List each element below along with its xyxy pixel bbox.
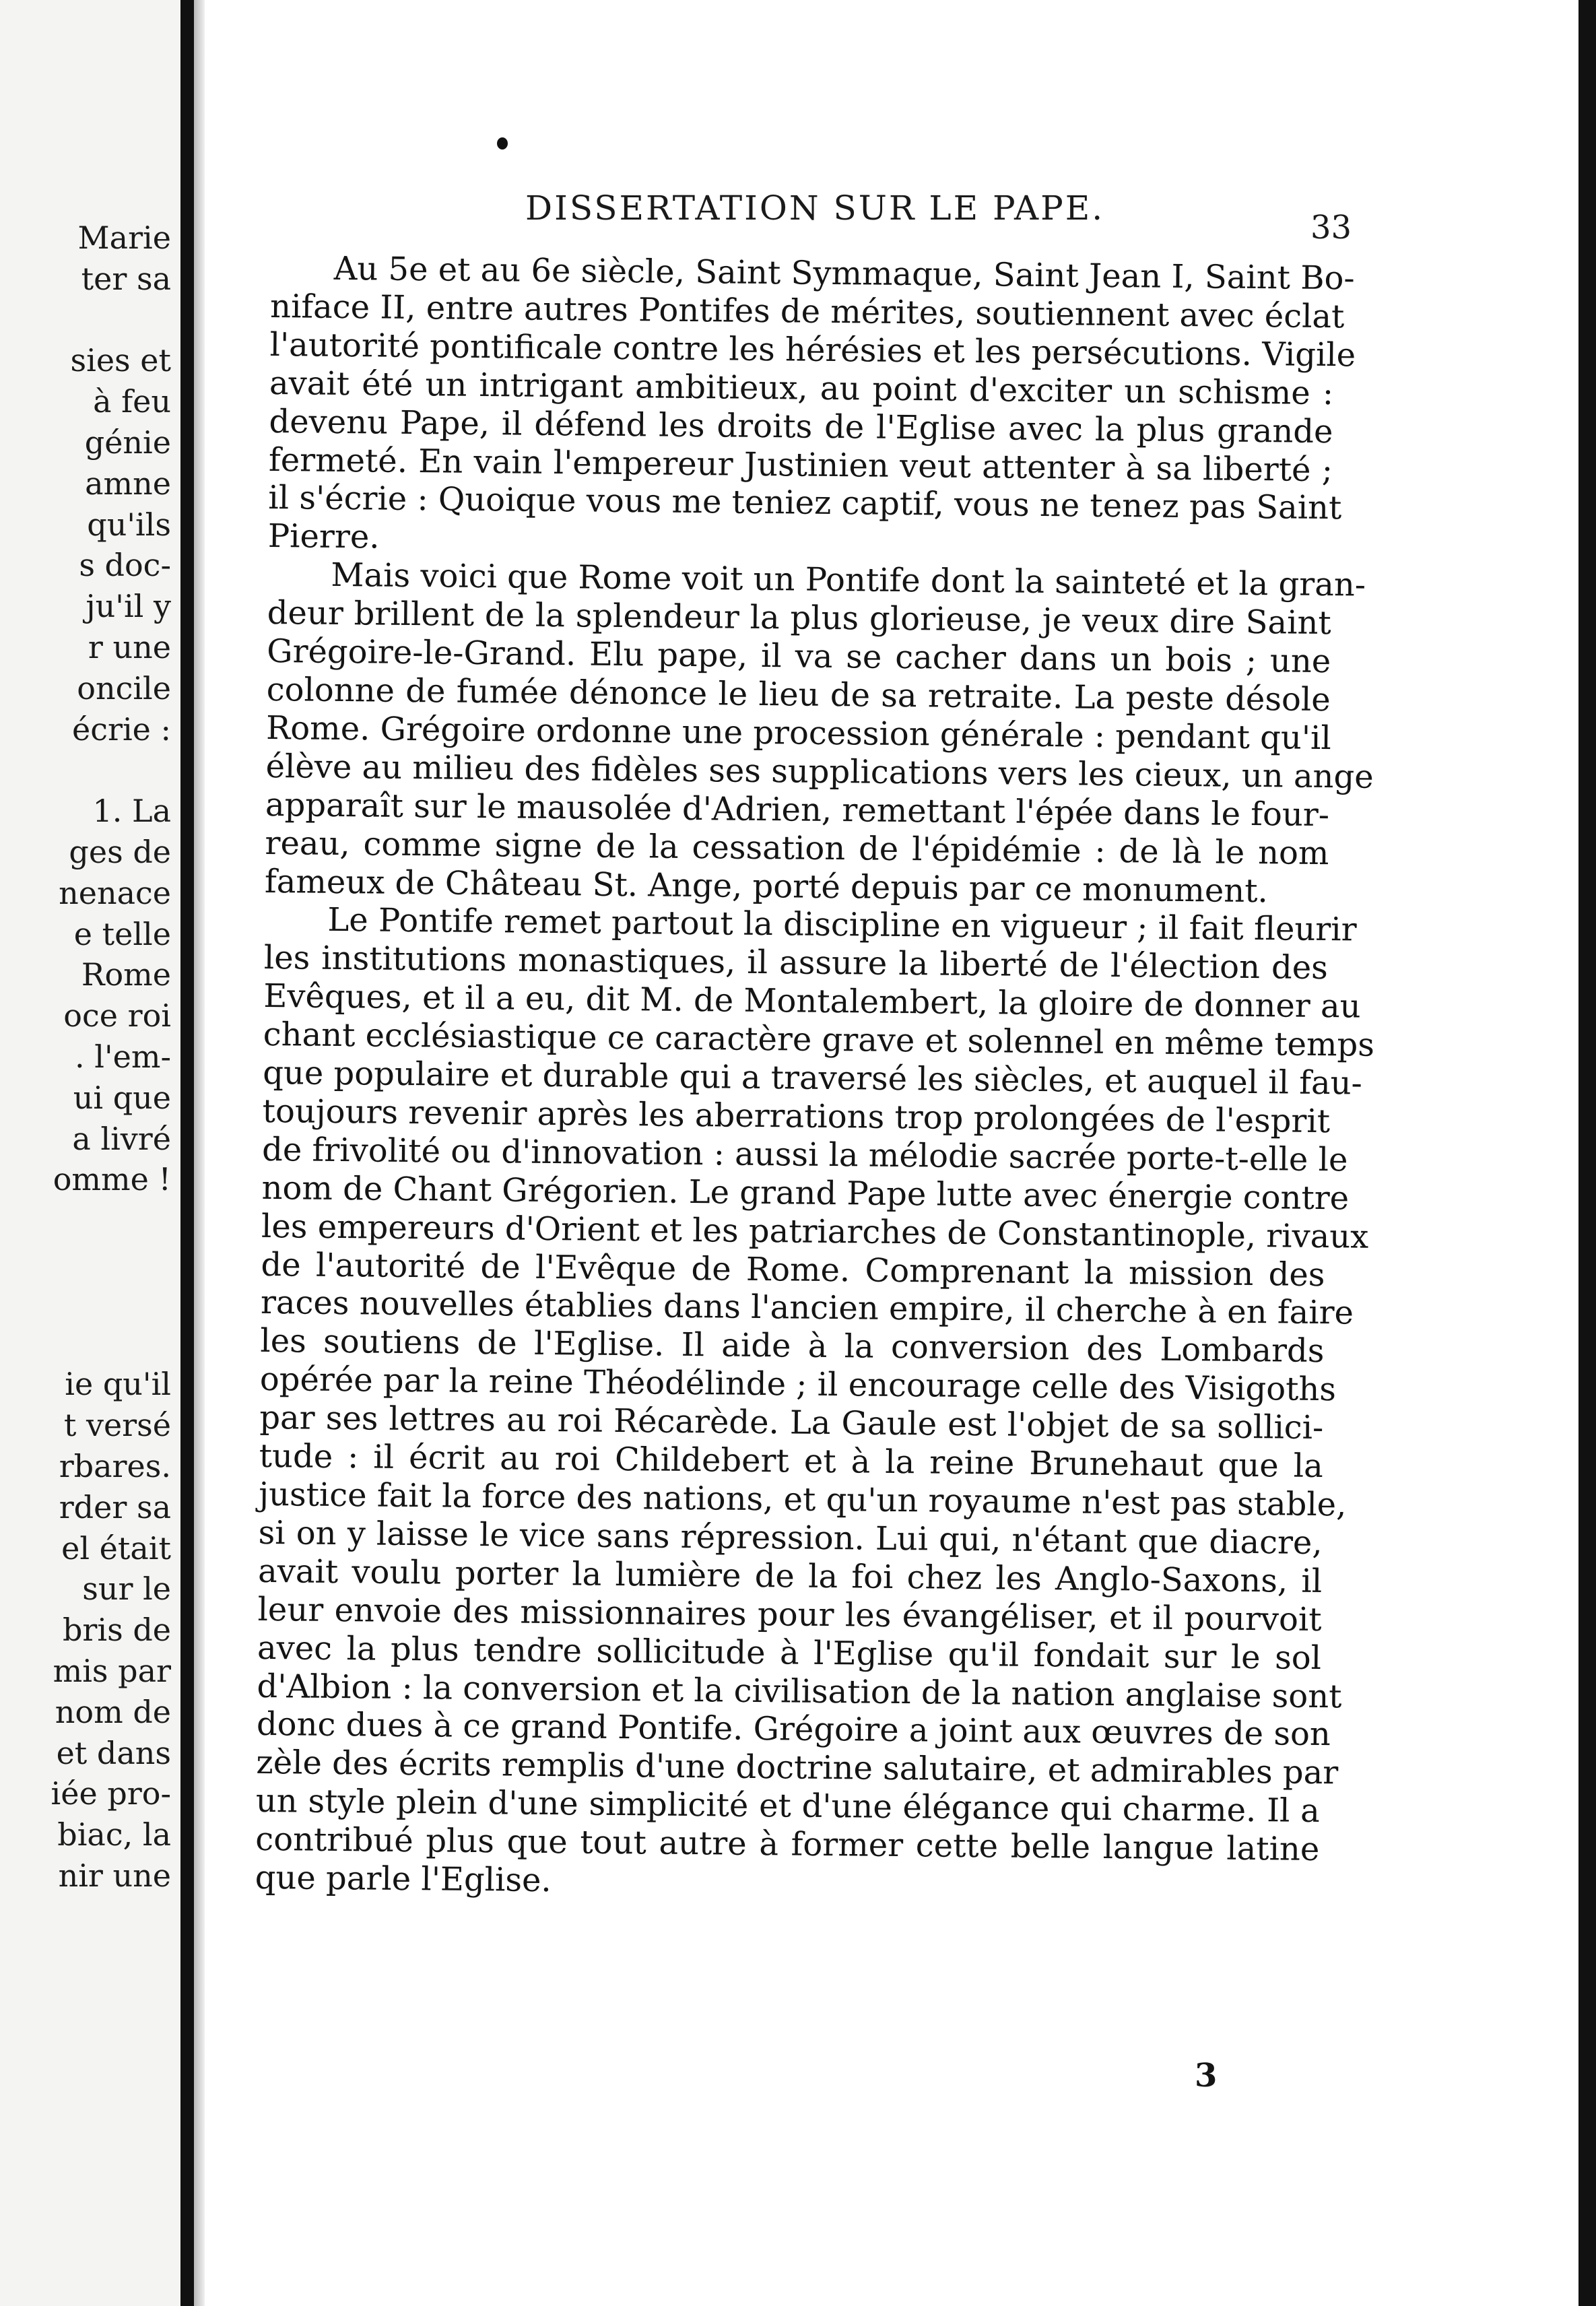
paragraph — [255, 900, 1375, 1907]
facing-page-line: 1. La — [92, 793, 171, 830]
paragraph — [264, 556, 1374, 911]
text-line: avec la plus tendre sollicitude à l'Eglise qu'il fondait sur le sol — [257, 1628, 1322, 1677]
text-line: de l'autorité de l'Evêque de Rome. Comprenant la mission des — [261, 1245, 1325, 1294]
text-line: deur brillent de la splendeur la plus glorieuse, je veux dire Saint — [267, 594, 1332, 643]
text-line: un style plein d'une simplicité et d'une élégance qui charme. Il a — [255, 1782, 1321, 1831]
text-line: colonne de fumée dénonce le lieu de sa retraite. La peste désole — [266, 670, 1331, 719]
text-line: les institutions monastiques, il assure la liberté de l'élection des — [263, 939, 1329, 987]
facing-page-line: r une — [88, 629, 171, 665]
text-line: zèle des écrits remplis d'une doctrine salutaire, et admirables par — [256, 1744, 1339, 1792]
facing-page-line: Marie — [77, 220, 171, 256]
text-line: Pierre. — [267, 517, 380, 556]
facing-page-line: qu'ils — [87, 506, 171, 543]
text-line: avait voulu porter la lumière de la foi chez les Anglo-Saxons, il — [257, 1552, 1323, 1600]
ink-dot — [497, 137, 508, 150]
text-line: Grégoire-le-Grand. Elu pape, il va se cacher dans un bois ; une — [266, 632, 1331, 681]
facing-page-line: sur le — [82, 1571, 171, 1608]
facing-page-line: oncile — [77, 669, 171, 706]
text-line: que populaire et durable qui a traversé les siècles, et auquel il fau- — [262, 1053, 1363, 1102]
text-line: contribué plus que tout autre à former cette belle langue latine — [255, 1820, 1320, 1869]
signature-mark: 3 — [1195, 2057, 1218, 2095]
facing-page-line: rbares. — [59, 1448, 171, 1484]
running-head: DISSERTATION SUR LE PAPE. — [525, 189, 1105, 228]
facing-page-line: oce roi — [63, 997, 171, 1034]
facing-page-line: s doc- — [79, 547, 171, 584]
text-line: que parle l'Eglise. — [255, 1858, 552, 1900]
text-line: nom de Chant Grégorien. Le grand Pape lutte avec énergie contre — [261, 1168, 1350, 1218]
gutter-shadow — [194, 0, 205, 2306]
text-line: si on y laisse le vice sans répression. Lui qui, n'étant que diacre, — [258, 1513, 1323, 1562]
facing-page-line: sies et — [70, 342, 171, 379]
text-line: les soutiens de l'Eglise. Il aide à la conversion des Lombards — [260, 1322, 1325, 1371]
facing-page-line: Rome — [81, 956, 171, 993]
text-line: reau, comme signe de la cessation de l'épidémie : de là le nom — [265, 824, 1329, 872]
text-line: fameux de Château St. Ange, porté depuis par ce monument. — [264, 862, 1269, 910]
facing-page-line: ie qu'il — [65, 1366, 171, 1403]
facing-page-line: bris de — [62, 1612, 171, 1649]
text-line: races nouvelles établies dans l'ancien empire, il cherche à en faire — [260, 1284, 1354, 1332]
text-line: niface II, entre autres Pontifes de mérites, soutiennent avec éclat — [269, 287, 1345, 336]
text-line: fermeté. En vain l'empereur Justinien veut attenter à sa liberté ; — [268, 440, 1333, 489]
facing-page-line: ter sa — [81, 260, 171, 297]
text-line: toujours revenir après les aberrations trop prolongées de l'esprit — [262, 1092, 1331, 1141]
text-line: par ses lettres au roi Récarède. La Gaule est l'objet de sa sollici- — [259, 1399, 1324, 1447]
facing-page-line: nenace — [59, 874, 171, 911]
text-line: les empereurs d'Orient et les patriarches de Constantinople, rivaux — [261, 1207, 1369, 1256]
text-line: il s'écrie : Quoique vous me teniez captif, vous ne tenez pas Saint — [268, 479, 1342, 527]
text-line: de frivolité ou d'innovation : aussi la mélodie sacrée porte-t-elle le — [261, 1130, 1348, 1179]
facing-page-line: rder sa — [59, 1488, 171, 1525]
facing-page-line: et dans — [56, 1734, 171, 1771]
book-gutter — [180, 0, 194, 2306]
text-line: Le Pontife remet partout la discipline en vigueur ; il fait fleurir — [327, 901, 1357, 949]
text-line: donc dues à ce grand Pontife. Grégoire a joint aux œuvres de son — [256, 1705, 1331, 1754]
text-line: opérée par la reine Théodélinde ; il encourage celle des Visigoths — [259, 1360, 1337, 1409]
text-line: élève au milieu des fidèles ses supplications vers les cieux, un ange — [265, 747, 1374, 796]
facing-page-line: écrie : — [71, 711, 171, 748]
facing-page-line: . l'em- — [75, 1039, 171, 1075]
facing-page-line: biac, la — [57, 1816, 171, 1853]
facing-page-line: nir une — [58, 1857, 171, 1894]
facing-page-line: e telle — [73, 915, 171, 952]
text-line: tude : il écrit au roi Childebert et à la reine Brunehaut que la — [259, 1437, 1323, 1486]
text-line: l'autorité pontificale contre les hérésies et les persécutions. Vigile — [269, 325, 1356, 374]
page-number: 33 — [1310, 209, 1352, 246]
text-line: devenu Pape, il défend les droits de l'Eglise avec la plus grande — [269, 402, 1333, 451]
facing-page-line: nom de — [55, 1693, 171, 1730]
facing-page-line: génie — [84, 424, 171, 461]
facing-page-line: iée pro- — [51, 1775, 171, 1812]
facing-page-line: ju'il y — [86, 588, 171, 625]
facing-page-line: mis par — [53, 1653, 171, 1689]
text-line: avait été un intrigant ambitieux, au point d'exciter un schisme : — [269, 364, 1334, 412]
body-text — [255, 249, 1375, 1907]
text-line: leur envoie des missionnaires pour les évangéliser, et il pourvoit — [257, 1590, 1322, 1639]
page-edge — [1578, 0, 1596, 2306]
facing-page-line: ges de — [69, 834, 171, 870]
facing-page-line: t versé — [63, 1407, 171, 1444]
facing-page-line: omme ! — [53, 1161, 171, 1198]
text-line: Au 5e et au 6e siècle, Saint Symmaque, Saint Jean I, Saint Bo- — [333, 249, 1355, 298]
text-line: d'Albion : la conversion et la civilisation de la nation anglaise sont — [257, 1667, 1342, 1715]
text-line: Rome. Grégoire ordonne une procession générale : pendant qu'il — [265, 709, 1331, 758]
text-line: justice fait la force des nations, et qu'un royaume n'est pas stable, — [258, 1475, 1347, 1524]
facing-page-line: ui que — [73, 1079, 171, 1116]
text-line: Mais voici que Rome voit un Pontife dont la sainteté et la gran- — [331, 556, 1366, 604]
facing-page-line: a livré — [72, 1120, 171, 1157]
text-line: apparaît sur le mausolée d'Adrien, remettant l'épée dans le four- — [265, 785, 1330, 834]
facing-page-line: el était — [61, 1529, 171, 1567]
facing-page-line: à feu — [93, 383, 171, 420]
facing-page-fragment — [0, 0, 180, 2306]
text-line: chant ecclésiastique ce caractère grave et solennel en même temps — [263, 1016, 1375, 1064]
facing-page-line: amne — [85, 465, 171, 502]
text-line: Evêques, et il a eu, dit M. de Montalembert, la gloire de donner au — [263, 977, 1361, 1026]
paragraph — [267, 249, 1356, 566]
